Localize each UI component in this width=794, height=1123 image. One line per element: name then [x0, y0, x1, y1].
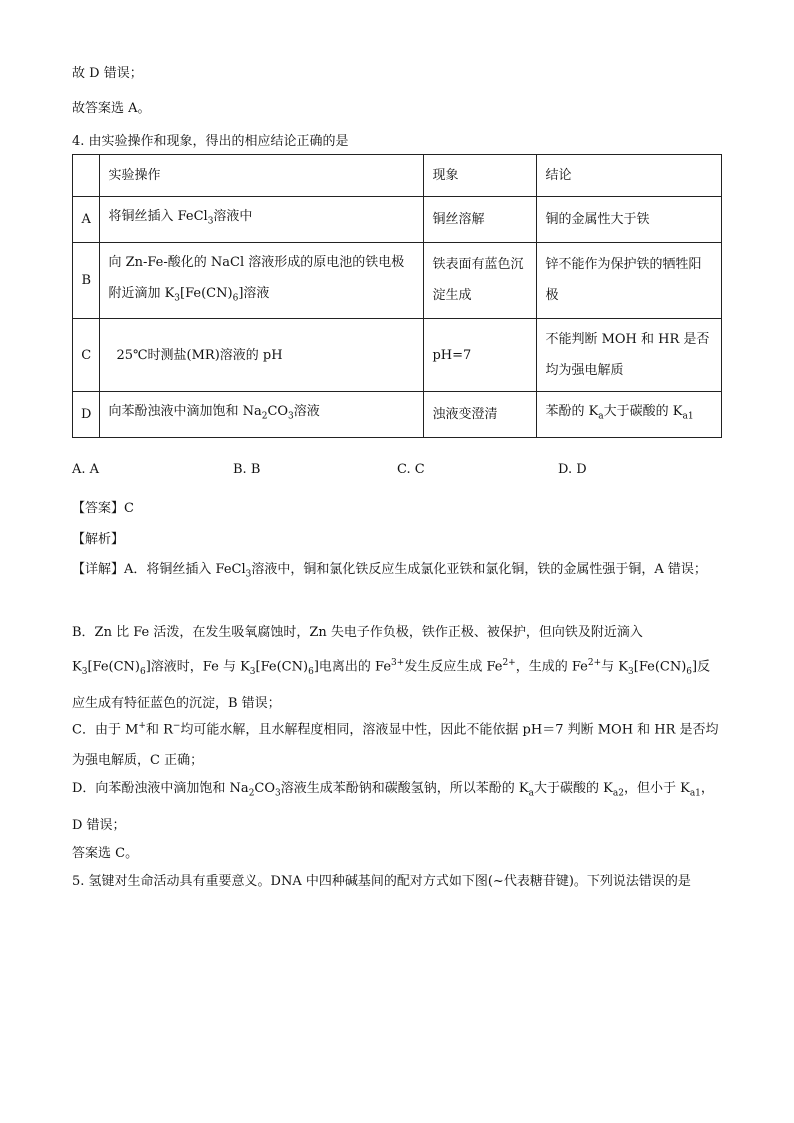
experiment-table — [72, 154, 722, 438]
row-conclusion: 苯酚的 $K_a$大于碳酸的 $K_{a1}$ — [537, 392, 722, 438]
row-phenomenon: 铜丝溶解 — [424, 197, 537, 243]
row-label: A — [73, 197, 100, 243]
row-phenomenon: 铁表面有蓝色沉淀生成 — [424, 242, 537, 319]
detail-b: B．Zn 比 Fe 活泼，在发生吸氧腐蚀时，Zn 失电子作负极，铁作正极、被保护，但向铁及附近滴入 $K_3[Fe(CN)_6]$溶液时，Fe 与 $K_3[Fe(CN)_6]$电离出的 $Fe^{3+}$发生反应生成 $Fe^{2+}$，生成的 $Fe^{2+}$与 $K_3[Fe(CN)_6]$反应生成有特征蓝色的沉淀，B 错误； — [72, 625, 711, 711]
row-operation: 将铜丝插入 FeCl$_3$溶液中 — [100, 197, 424, 243]
row-conclusion: 不能判断 MOH 和 HR 是否均为强电解质 — [537, 319, 722, 392]
header-label-cell — [73, 155, 100, 197]
row-operation: 25℃时测盐(MR)溶液的 pH — [100, 319, 424, 392]
row-phenomenon: pH=7 — [424, 319, 537, 392]
question-4-stem: 4. 由实验操作和现象，得出的相应结论正确的是 — [72, 134, 349, 149]
table-row — [73, 392, 722, 438]
row-conclusion: 铜的金属性大于铁 — [537, 197, 722, 243]
final-answer-line: 答案选 C。 — [72, 846, 139, 861]
question-5-stem: 5. 氢键对生命活动具有重要意义。DNA 中四种碱基间的配对方式如下图(~代表糖苷键)。下列说法错误的是 — [72, 874, 691, 889]
table-header-row — [73, 155, 722, 197]
prev-answer-line-1: 故 D 错误； — [72, 66, 143, 81]
row-label: D — [73, 392, 100, 438]
row-label: B — [73, 242, 100, 319]
row-label: C — [73, 319, 100, 392]
row-conclusion: 锌不能作为保护铁的牺牲阳极 — [537, 242, 722, 319]
prev-answer-line-2: 故答案选 A。 — [72, 101, 151, 116]
detail-d: D．向苯酚浊液中滴加饱和 $Na_2CO_3$溶液生成苯酚钠和碳酸氢钠，所以苯酚的 $K_a$大于碳酸的 $K_{a2}$，但小于 $K_{a1}$，D 错误； — [72, 781, 714, 833]
detail-a: 【详解】A．将铜丝插入 FeCl$_3$溶液中，铜和氯化铁反应生成氯化亚铁和氯化铜，铁的金属性强于铜，A 错误； — [72, 562, 707, 580]
row-operation: 向 Zn-Fe-酸化的 NaCl 溶液形成的原电池的铁电极附近滴加 $K_3[Fe(CN)_6]$溶液 — [100, 242, 424, 319]
table-row — [73, 242, 722, 319]
choice-d: D. D — [558, 462, 587, 477]
table-row — [73, 197, 722, 243]
table-row — [73, 319, 722, 392]
choice-c: C. C — [397, 462, 425, 477]
header-operation: 实验操作 — [100, 155, 424, 197]
answer-line: 【答案】C — [72, 501, 134, 516]
row-phenomenon: 浊液变澄清 — [424, 392, 537, 438]
header-phenomenon: 现象 — [424, 155, 537, 197]
analysis-heading: 【解析】 — [72, 532, 125, 547]
detail-c: C．由于 M+和 R−均可能水解，且水解程度相同，溶液显中性，因此不能依据 pH＝7 判断 MOH 和 HR 是否均为强电解质，C 正确； — [72, 721, 719, 769]
row-operation: 向苯酚浊液中滴加饱和 $Na_2CO_3$溶液 — [100, 392, 424, 438]
choice-b: B. B — [233, 462, 261, 477]
choice-a: A. A — [72, 462, 100, 477]
header-conclusion: 结论 — [537, 155, 722, 197]
answer-choices — [72, 462, 722, 488]
